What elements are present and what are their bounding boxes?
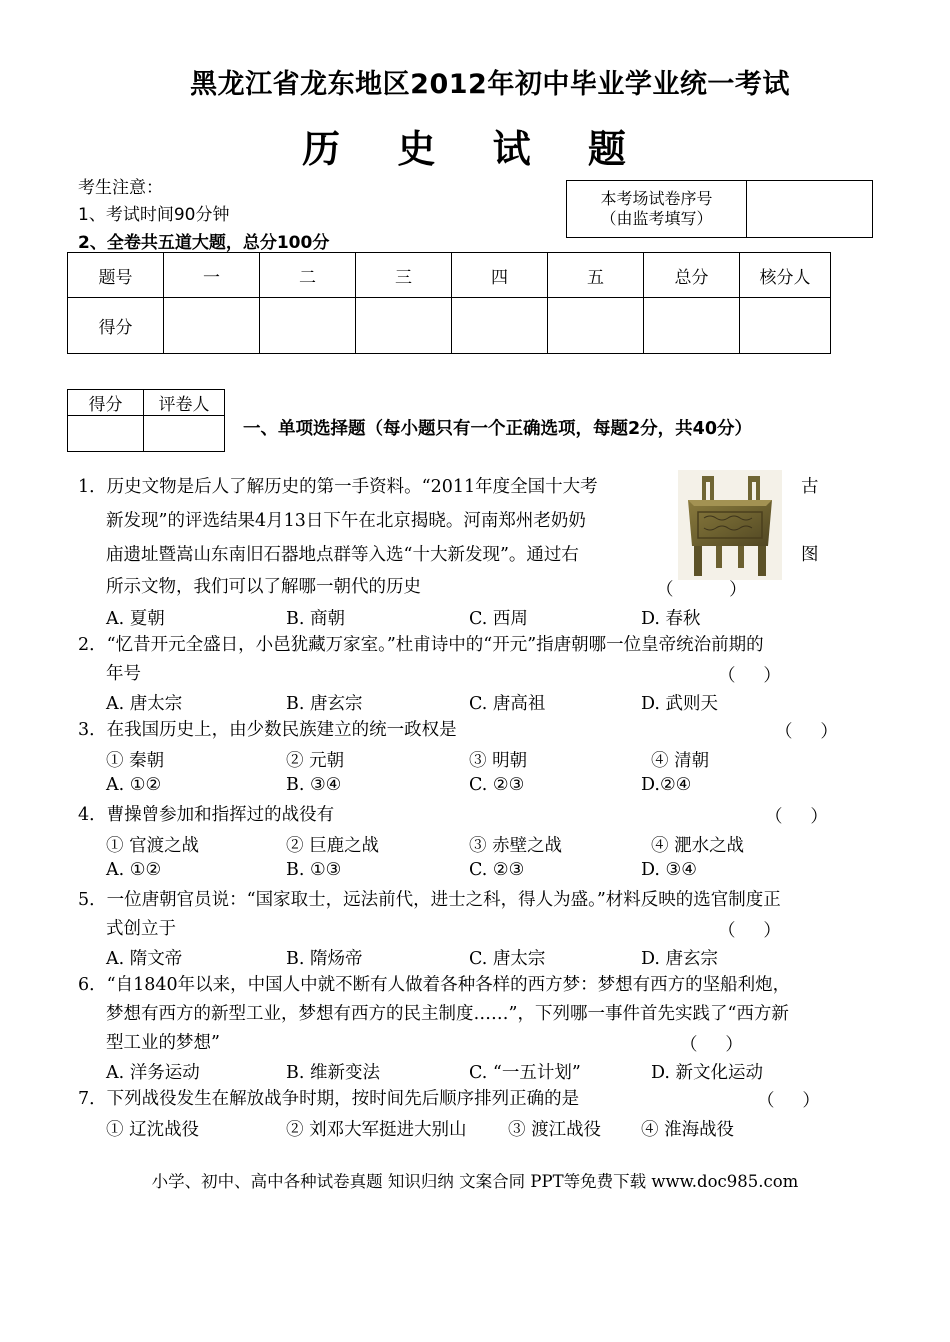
question-4-item-1: ① 官渡之战 <box>106 836 200 856</box>
question-2-option-c: C. 唐高祖 <box>469 694 546 714</box>
question-3-option-c: C. ②③ <box>469 775 525 795</box>
page-footer: 小学、初中、高中各种试卷真题 知识归纳 文案合同 PPT等免费下载 www.doc985.com <box>151 1172 799 1191</box>
grader-name-label: 评卷人 <box>144 390 225 416</box>
score-row-label: 得分 <box>68 298 164 354</box>
question-6-option-b: B. 维新变法 <box>286 1063 380 1083</box>
score-header-cell: 四 <box>452 253 548 298</box>
score-table <box>67 252 831 354</box>
section-1-title: 一、单项选择题（每小题只有一个正确选项，每题2分，共40分） <box>243 419 753 439</box>
question-6-line-2: 梦想有西方的新型工业，梦想有西方的民主制度……”，下列哪一事件首先实践了“西方新 <box>106 1004 789 1024</box>
score-header-cell: 二 <box>260 253 356 298</box>
question-1-side-char-2: 图 <box>801 545 819 565</box>
score-header-cell: 三 <box>356 253 452 298</box>
question-3-item-2: ② 元朝 <box>286 751 345 771</box>
score-cell[interactable] <box>356 298 452 354</box>
notice-line-2: 2、全卷共五道大题，总分100分 <box>78 233 330 253</box>
question-6-option-d: D. 新文化运动 <box>651 1063 764 1083</box>
question-4-line-1: 4．曹操曾参加和指挥过的战役有 <box>78 805 335 825</box>
score-cell[interactable] <box>644 298 740 354</box>
question-5-option-c: C. 唐太宗 <box>469 949 546 969</box>
question-1-side-char-1: 古 <box>801 477 819 497</box>
question-7-item-2: ② 刘邓大军挺进大别山 <box>286 1120 467 1140</box>
score-cell[interactable] <box>548 298 644 354</box>
question-4-option-b: B. ①③ <box>286 860 342 880</box>
grader-name-cell[interactable] <box>144 416 225 452</box>
question-3-option-d: D.②④ <box>641 775 692 795</box>
serial-label-line-2: （由监考填写） <box>600 209 713 228</box>
question-2-answer-paren: （ ） <box>718 666 781 686</box>
grader-score-cell[interactable] <box>68 416 144 452</box>
question-6-line-3: 型工业的梦想” <box>106 1033 220 1053</box>
question-4-option-a: A. ①② <box>106 860 162 880</box>
question-5-answer-paren: （ ） <box>718 921 781 941</box>
question-2-option-d: D. 武则天 <box>641 694 719 714</box>
question-2-line-2: 年号 <box>106 664 141 684</box>
exam-subject-title: 历 史 试 题 <box>302 127 648 171</box>
question-3-item-3: ③ 明朝 <box>469 751 528 771</box>
notice-heading: 考生注意： <box>78 178 163 198</box>
question-4-item-2: ② 巨鹿之战 <box>286 836 380 856</box>
question-5-line-2: 式创立于 <box>106 919 176 939</box>
notice-line-1: 1、考试时间90分钟 <box>78 205 230 225</box>
question-1-line-3: 庙遗址暨嵩山东南旧石器地点群等入选“十大新发现”。通过右 <box>106 545 579 565</box>
question-4-option-d: D. ③④ <box>641 860 697 880</box>
question-1-line-1: 1．历史文物是后人了解历史的第一手资料。“2011年度全国十大考 <box>78 477 598 497</box>
score-cell[interactable] <box>260 298 356 354</box>
question-7-answer-paren: （ ） <box>757 1091 820 1111</box>
score-table-header-row <box>68 253 831 298</box>
score-header-cell: 五 <box>548 253 644 298</box>
question-7-item-1: ① 辽沈战役 <box>106 1120 200 1140</box>
question-3-item-4: ④ 清朝 <box>651 751 710 771</box>
grader-box <box>67 389 225 452</box>
score-header-cell: 核分人 <box>740 253 831 298</box>
serial-number-value[interactable] <box>747 181 873 238</box>
question-3-item-1: ① 秦朝 <box>106 751 165 771</box>
question-1-answer-paren: （ ） <box>656 580 747 600</box>
question-6-answer-paren: （ ） <box>680 1035 743 1055</box>
score-cell[interactable] <box>164 298 260 354</box>
question-4-option-c: C. ②③ <box>469 860 525 880</box>
question-3-option-a: A. ①② <box>106 775 162 795</box>
question-5-option-b: B. 隋炀帝 <box>286 949 363 969</box>
question-6-line-1: 6．“自1840年以来，中国人中就不断有人做着各种各样的西方梦：梦想有西方的坚船利炮， <box>78 975 791 995</box>
question-3-line-1: 3．在我国历史上，由少数民族建立的统一政权是 <box>78 720 457 740</box>
question-3-answer-paren: （ ） <box>775 722 838 742</box>
question-4-item-3: ③ 赤壁之战 <box>469 836 563 856</box>
score-header-cell: 题号 <box>68 253 164 298</box>
question-5-option-d: D. 唐玄宗 <box>641 949 719 969</box>
question-1-line-2: 新发现”的评选结果4月13日下午在北京揭晓。河南郑州老奶奶 <box>106 511 586 531</box>
question-6-option-c: C. “一五计划” <box>469 1063 581 1083</box>
score-cell[interactable] <box>740 298 831 354</box>
grader-score-label: 得分 <box>68 390 144 416</box>
question-5-line-1: 5．一位唐朝官员说：“国家取士，远法前代，进士之科，得人为盛。”材料反映的选官制度正 <box>78 890 781 910</box>
serial-number-label <box>567 181 747 238</box>
serial-label-line-1: 本考场试卷序号 <box>600 189 713 208</box>
score-cell[interactable] <box>452 298 548 354</box>
score-table-score-row <box>68 298 831 354</box>
question-2-option-b: B. 唐玄宗 <box>286 694 363 714</box>
score-header-cell: 总分 <box>644 253 740 298</box>
question-6-option-a: A. 洋务运动 <box>106 1063 200 1083</box>
question-7-item-4: ④ 淮海战役 <box>641 1120 735 1140</box>
question-2-option-a: A. 唐太宗 <box>106 694 183 714</box>
question-1-option-c: C. 西周 <box>469 609 528 629</box>
score-header-cell: 一 <box>164 253 260 298</box>
question-1-line-4: 所示文物，我们可以了解哪一朝代的历史 <box>106 577 421 597</box>
question-1-option-a: A. 夏朝 <box>106 609 165 629</box>
question-3-option-b: B. ③④ <box>286 775 342 795</box>
question-7-item-3: ③ 渡江战役 <box>508 1120 602 1140</box>
question-1-option-d: D. 春秋 <box>641 609 701 629</box>
question-2-line-1: 2．“忆昔开元全盛日，小邑犹藏万家室。”杜甫诗中的“开元”指唐朝哪一位皇帝统治前期的 <box>78 635 764 655</box>
question-4-answer-paren: （ ） <box>765 807 828 827</box>
question-1-option-b: B. 商朝 <box>286 609 345 629</box>
question-5-option-a: A. 隋文帝 <box>106 949 183 969</box>
bronze-ding-image <box>678 470 782 580</box>
question-4-item-4: ④ 淝水之战 <box>651 836 745 856</box>
exam-title: 黑龙江省龙东地区2012年初中毕业学业统一考试 <box>190 69 790 100</box>
serial-number-box <box>566 180 873 238</box>
question-7-line-1: 7．下列战役发生在解放战争时期，按时间先后顺序排列正确的是 <box>78 1089 580 1109</box>
